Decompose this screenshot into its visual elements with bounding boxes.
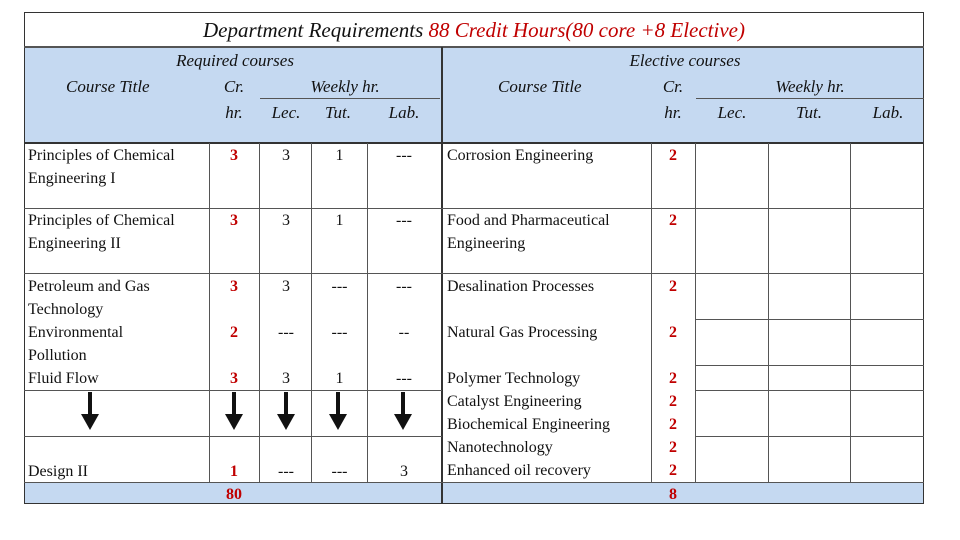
required-row-3-cr: 2 (230, 324, 238, 341)
required-row-0-title-1: Principles of Chemical (28, 147, 175, 164)
required-row-1-tut: 1 (335, 212, 344, 229)
required-row-1-title-1: Principles of Chemical (28, 212, 175, 229)
title-prefix: Department Requirements (203, 18, 429, 42)
total-band (25, 482, 923, 503)
elective-row-0-cr: 2 (669, 147, 677, 164)
elective-row-1-cr: 2 (669, 212, 677, 229)
required-row-1-lab: --- (396, 212, 412, 229)
elective-col-cr-2: hr. (664, 103, 682, 122)
title-credit-hours: 88 Credit Hours(80 core +8 Elective) (428, 18, 745, 42)
required-row-5-lab: 3 (400, 463, 408, 480)
elective-col-lec: Lec. (717, 103, 747, 122)
elective-col-weekly: Weekly hr. (775, 77, 845, 96)
required-total: 80 (226, 486, 242, 503)
elective-col-tut: Tut. (796, 103, 822, 122)
elective-row-6-cr: 2 (669, 416, 677, 433)
required-row-5-title-1: Design II (28, 463, 88, 480)
required-row-0-cr: 3 (230, 147, 238, 164)
down-arrow-icon (276, 392, 296, 432)
required-row-2-title-2: Technology (28, 301, 104, 318)
page-title (24, 18, 924, 42)
required-col-weekly: Weekly hr. (310, 77, 380, 96)
required-row-0-lec: 3 (282, 147, 290, 164)
required-row-5-lec: --- (278, 463, 294, 480)
down-arrow-icon (80, 392, 100, 432)
elective-row-5-title: Catalyst Engineering (447, 393, 582, 410)
required-row-1-lec: 3 (282, 212, 290, 229)
required-row-2-tut: --- (331, 278, 348, 295)
required-row-0-lab: --- (396, 147, 412, 164)
elective-col-course-title: Course Title (498, 77, 582, 96)
required-row-3-lab: -- (398, 324, 410, 341)
elective-row-7-cr: 2 (669, 439, 677, 456)
required-courses-heading: Required courses (176, 51, 294, 70)
required-row-0-tut: 1 (335, 147, 344, 164)
required-row-5-tut: --- (331, 463, 348, 480)
elective-row-4-cr: 2 (669, 370, 677, 387)
elective-row-2-cr: 2 (669, 278, 677, 295)
required-row-4-title-1: Fluid Flow (28, 370, 99, 387)
required-col-tut: Tut. (325, 103, 351, 122)
required-row-4-tut: 1 (335, 370, 344, 387)
required-row-2-cr: 3 (230, 278, 238, 295)
required-row-4-lec: 3 (282, 370, 290, 387)
required-col-cr-2: hr. (225, 103, 243, 122)
required-row-3-tut: --- (331, 324, 348, 341)
required-col-course-title: Course Title (66, 77, 150, 96)
elective-row-3-cr: 2 (669, 324, 677, 341)
required-row-0-title-2: Engineering I (28, 170, 116, 187)
required-row-5-cr: 1 (230, 463, 238, 480)
elective-row-7-title: Nanotechnology (447, 439, 553, 456)
elective-courses-heading: Elective courses (629, 51, 741, 70)
required-col-lec: Lec. (271, 103, 301, 122)
required-row-2-title-1: Petroleum and Gas (28, 278, 150, 295)
elective-row-6-title: Biochemical Engineering (447, 416, 611, 433)
required-row-2-lab: --- (396, 278, 412, 295)
elective-total: 8 (669, 486, 677, 503)
elective-row-2-title: Desalination Processes (447, 278, 595, 295)
required-row-1-title-2: Engineering II (28, 235, 121, 252)
elective-row-0-title: Corrosion Engineering (447, 147, 594, 164)
required-col-cr-1: Cr. (223, 77, 245, 96)
required-row-3-title-1: Environmental (28, 324, 124, 341)
required-row-2-lec: 3 (282, 278, 290, 295)
down-arrow-icon (328, 392, 348, 432)
required-col-lab: Lab. (388, 103, 420, 122)
down-arrow-icon (393, 392, 413, 432)
elective-row-1-title: Food and Pharmaceutical (447, 212, 610, 229)
required-row-4-cr: 3 (230, 370, 238, 387)
down-arrow-icon (224, 392, 244, 432)
elective-col-cr-1: Cr. (662, 77, 684, 96)
elective-row-8-cr: 2 (669, 462, 677, 479)
elective-row-5-cr: 2 (669, 393, 677, 410)
required-row-4-lab: --- (396, 370, 412, 387)
elective-col-lab: Lab. (872, 103, 904, 122)
elective-row-3-title: Natural Gas Processing (447, 324, 598, 341)
required-row-3-title-2: Pollution (28, 347, 87, 364)
elective-row-8-title: Enhanced oil recovery (447, 462, 591, 479)
elective-row-4-title: Polymer Technology (447, 370, 581, 387)
required-row-1-cr: 3 (230, 212, 238, 229)
elective-row-1-title-2: Engineering (447, 235, 526, 252)
required-row-3-lec: --- (278, 324, 294, 341)
